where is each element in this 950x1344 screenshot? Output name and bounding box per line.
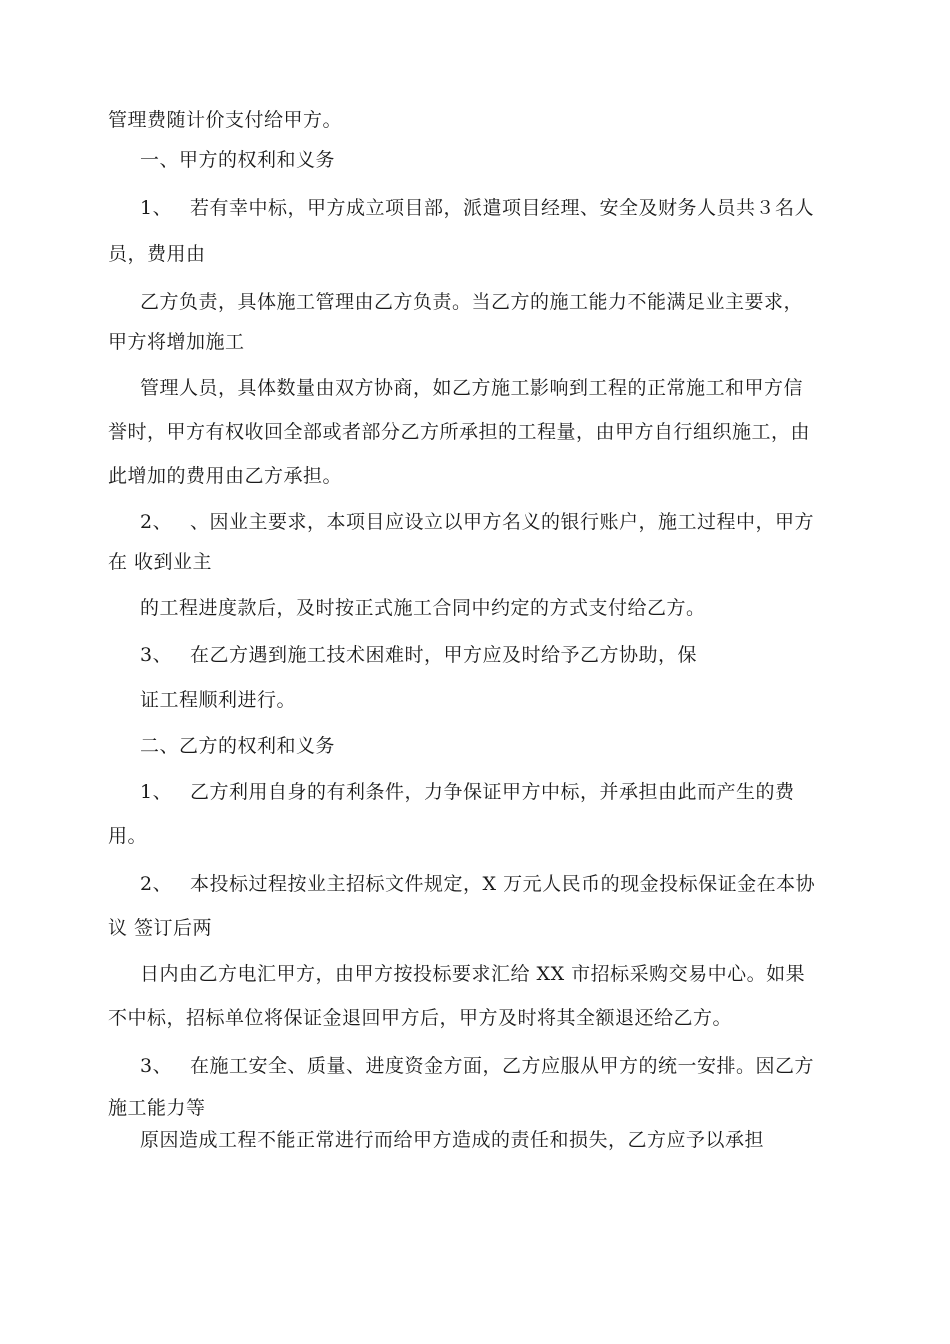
paragraph-line: 原因造成工程不能正常进行而给甲方造成的责任和损失，乙方应予以承担 <box>140 1129 765 1151</box>
item-number: 1、 <box>140 197 173 219</box>
item-number: 2、 <box>140 873 173 895</box>
paragraph-line <box>140 1054 814 1078</box>
item-number: 1、 <box>140 781 173 803</box>
paragraph-line: 议 签订后两 <box>108 917 213 939</box>
paragraph-line <box>140 643 697 667</box>
paragraph-line: 此增加的费用由乙方承担。 <box>108 465 343 487</box>
paragraph-line: 用。 <box>108 825 148 847</box>
paragraph-line <box>140 510 814 534</box>
paragraph-line: 在 收到业主 <box>108 551 213 573</box>
paragraph-line: 管理人员，具体数量由双方协商，如乙方施工影响到工程的正常施工和甲方信 <box>140 377 804 399</box>
paragraph-line: 管理费随计价支付给甲方。 <box>108 109 343 131</box>
paragraph-line: 证工程顺利进行。 <box>140 689 297 711</box>
paragraph-line: 日内由乙方电汇甲方，由甲方按投标要求汇给 XX 市招标采购交易中心。如果 <box>140 963 806 985</box>
paragraph-line: 不中标，招标单位将保证金退回甲方后，甲方及时将其全额退还给乙方。 <box>108 1007 733 1029</box>
paragraph-line <box>140 872 815 896</box>
item-text: 本投标过程按业主招标文件规定，X 万元人民币的现金投标保证金在本协 <box>190 873 816 895</box>
section-heading: 二、乙方的权利和义务 <box>140 735 336 757</box>
paragraph-line: 的工程进度款后，及时按正式施工合同中约定的方式支付给乙方。 <box>140 597 706 619</box>
item-text: 乙方利用自身的有利条件，力争保证甲方中标，并承担由此而产生的费 <box>190 781 795 803</box>
paragraph-line: 乙方负责，具体施工管理由乙方负责。当乙方的施工能力不能满足业主要求， <box>140 291 804 313</box>
item-text: 在施工安全、质量、进度资金方面，乙方应服从甲方的统一安排。因乙方 <box>190 1055 815 1077</box>
section-heading: 一、甲方的权利和义务 <box>140 149 336 171</box>
paragraph-line: 施工能力等 <box>108 1097 206 1119</box>
paragraph-line <box>140 196 814 220</box>
paragraph-line: 誉时，甲方有权收回全部或者部分乙方所承担的工程量，由甲方自行组织施工，由 <box>108 421 811 443</box>
item-number: 2、 <box>140 511 173 533</box>
item-text: 、因业主要求，本项目应设立以甲方名义的银行账户，施工过程中，甲方 <box>190 511 815 533</box>
item-number: 3、 <box>140 1055 173 1077</box>
item-number: 3、 <box>140 644 173 666</box>
paragraph-line: 甲方将增加施工 <box>108 331 245 353</box>
item-text: 若有幸中标，甲方成立项目部，派遣项目经理、安全及财务人员共３名人 <box>190 197 815 219</box>
paragraph-line: 员，费用由 <box>108 243 206 265</box>
item-text: 在乙方遇到施工技术困难时，甲方应及时给予乙方协助，保 <box>190 644 698 666</box>
paragraph-line <box>140 780 795 804</box>
